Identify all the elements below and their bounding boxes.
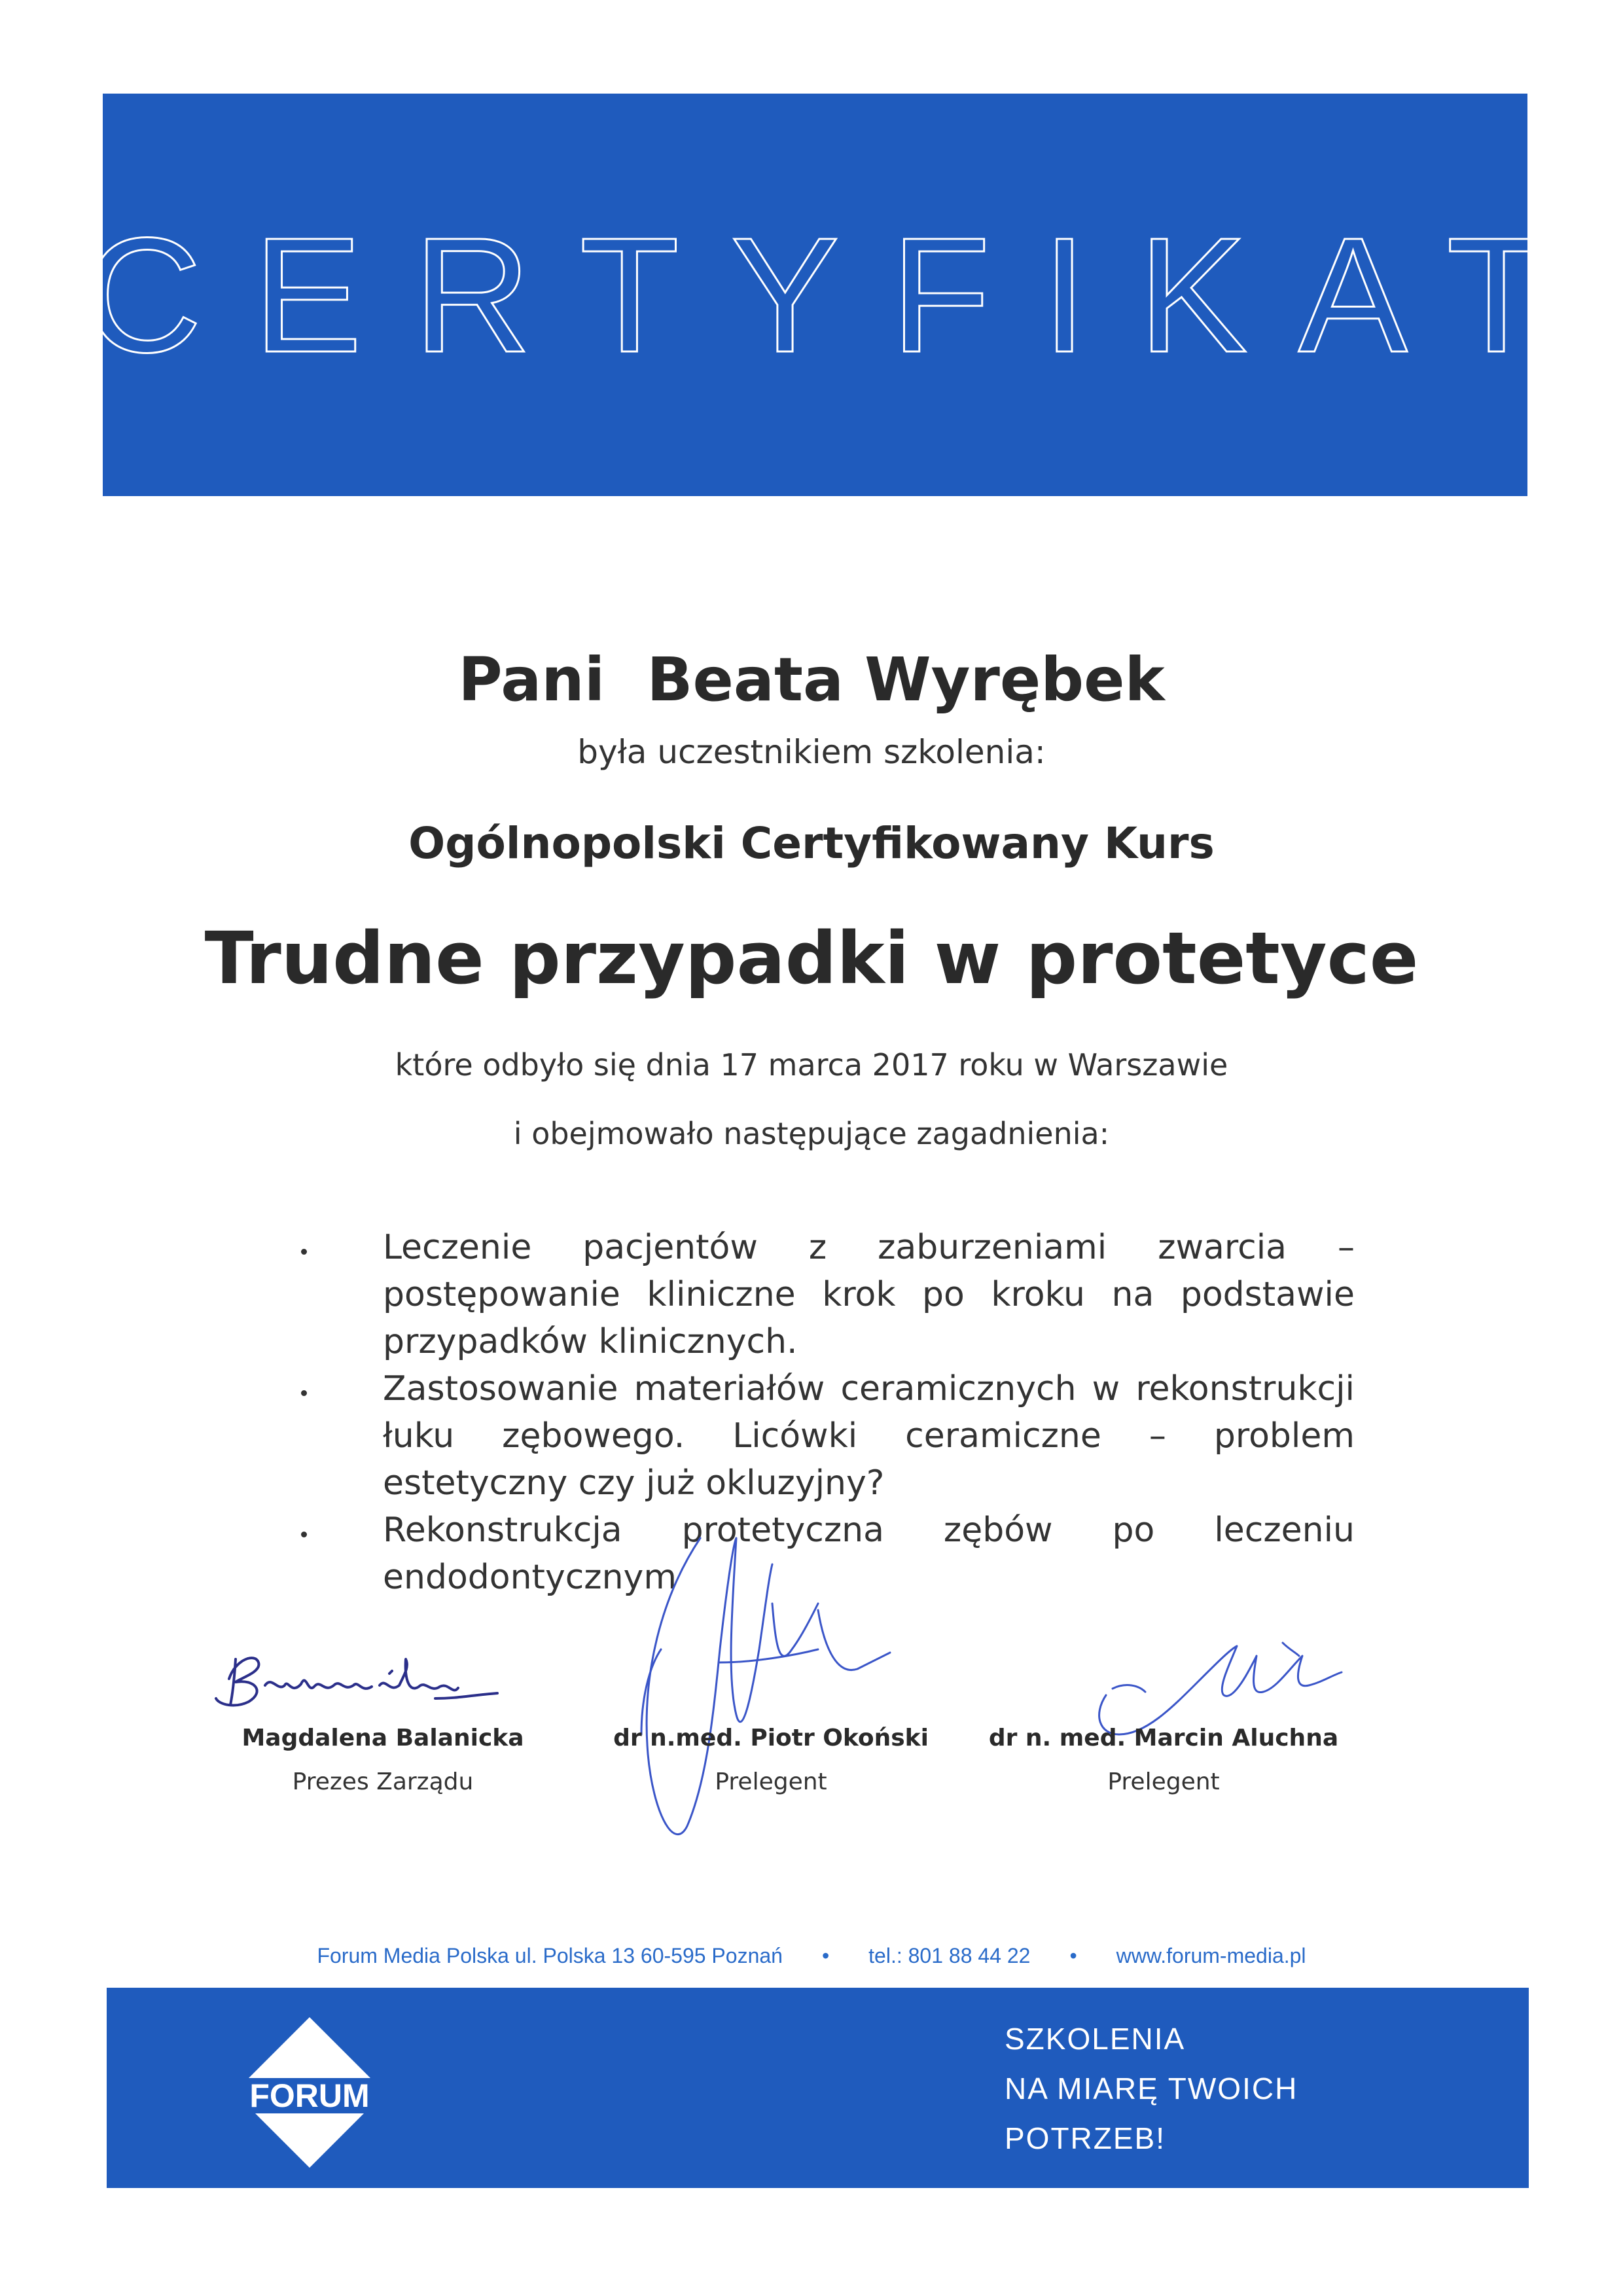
footer-phone[interactable]: tel.: 801 88 44 22: [868, 1944, 1031, 1967]
header-banner: [84, 94, 1597, 496]
slogan-line: POTRZEB!: [1005, 2121, 1166, 2155]
signatory-role: Prelegent: [715, 1768, 827, 1795]
slogan: [1005, 2014, 1298, 2163]
slogan-line: NA MIARĘ TWOICH: [1005, 2072, 1298, 2106]
recipient-name: Pani Beata Wyrębek: [458, 645, 1165, 715]
separator-dot: •: [821, 1944, 830, 1967]
signature-okonski: [622, 1518, 897, 1859]
signatory-name: Magdalena Balanicka: [241, 1725, 524, 1751]
logo-text: FORUM: [249, 2077, 370, 2114]
signatory-role: Prezes Zarządu: [292, 1768, 474, 1795]
bullet-icon: [301, 1249, 307, 1255]
certificate-title-text: CERTYFIKAT: [84, 204, 1597, 386]
signatory-2: [542, 1725, 1000, 1795]
bullet-icon: [301, 1390, 307, 1396]
bullet-icon: [301, 1532, 307, 1537]
forum-logo: [231, 2014, 388, 2171]
footer-address: Forum Media Polska ul. Polska 13 60-595 Poznań: [317, 1944, 783, 1967]
course-title: Trudne przypadki w protetyce: [204, 916, 1419, 1000]
signatory-3: [935, 1725, 1393, 1795]
footer-website[interactable]: www.forum-media.pl: [1116, 1944, 1306, 1967]
topic-item: [301, 1224, 1355, 1365]
footer-contact: [0, 1944, 1623, 1968]
signatory-role: Prelegent: [1107, 1768, 1220, 1795]
course-type: Ogólnopolski Certyfikowany Kurs: [408, 818, 1215, 869]
signatory-name: dr n.med. Piotr Okoński: [613, 1725, 929, 1751]
signature-balanicka: [209, 1633, 510, 1725]
certificate-title: [84, 94, 1597, 496]
topic-text: Leczenie pacjentów z zaburzeniami zwarcia – postępowanie kliniczne krok po kroku na podstawie przypadków klinicznych.: [383, 1228, 1355, 1361]
topic-text: Zastosowanie materiałów ceramicznych w rekonstrukcji łuku zębowego. Licówki ceramiczne – problem estetyczny czy już okluzyjny?: [383, 1369, 1355, 1503]
signatory-name: dr n. med. Marcin Aluchna: [988, 1725, 1339, 1751]
footer-banner: [107, 1988, 1529, 2188]
participation-statement: była uczestnikiem szkolenia:: [577, 733, 1046, 771]
topics-intro: i obejmowało następujące zagadnienia:: [513, 1116, 1110, 1151]
course-date-line: które odbyło się dnia 17 marca 2017 roku w Warszawie: [395, 1047, 1228, 1083]
separator-dot: •: [1069, 1944, 1077, 1967]
topic-item: [301, 1365, 1355, 1507]
slogan-line: SZKOLENIA: [1005, 2022, 1186, 2056]
topic-text: Rekonstrukcja protetyczna zębów po leczeniu endodontycznym: [383, 1511, 1355, 1597]
